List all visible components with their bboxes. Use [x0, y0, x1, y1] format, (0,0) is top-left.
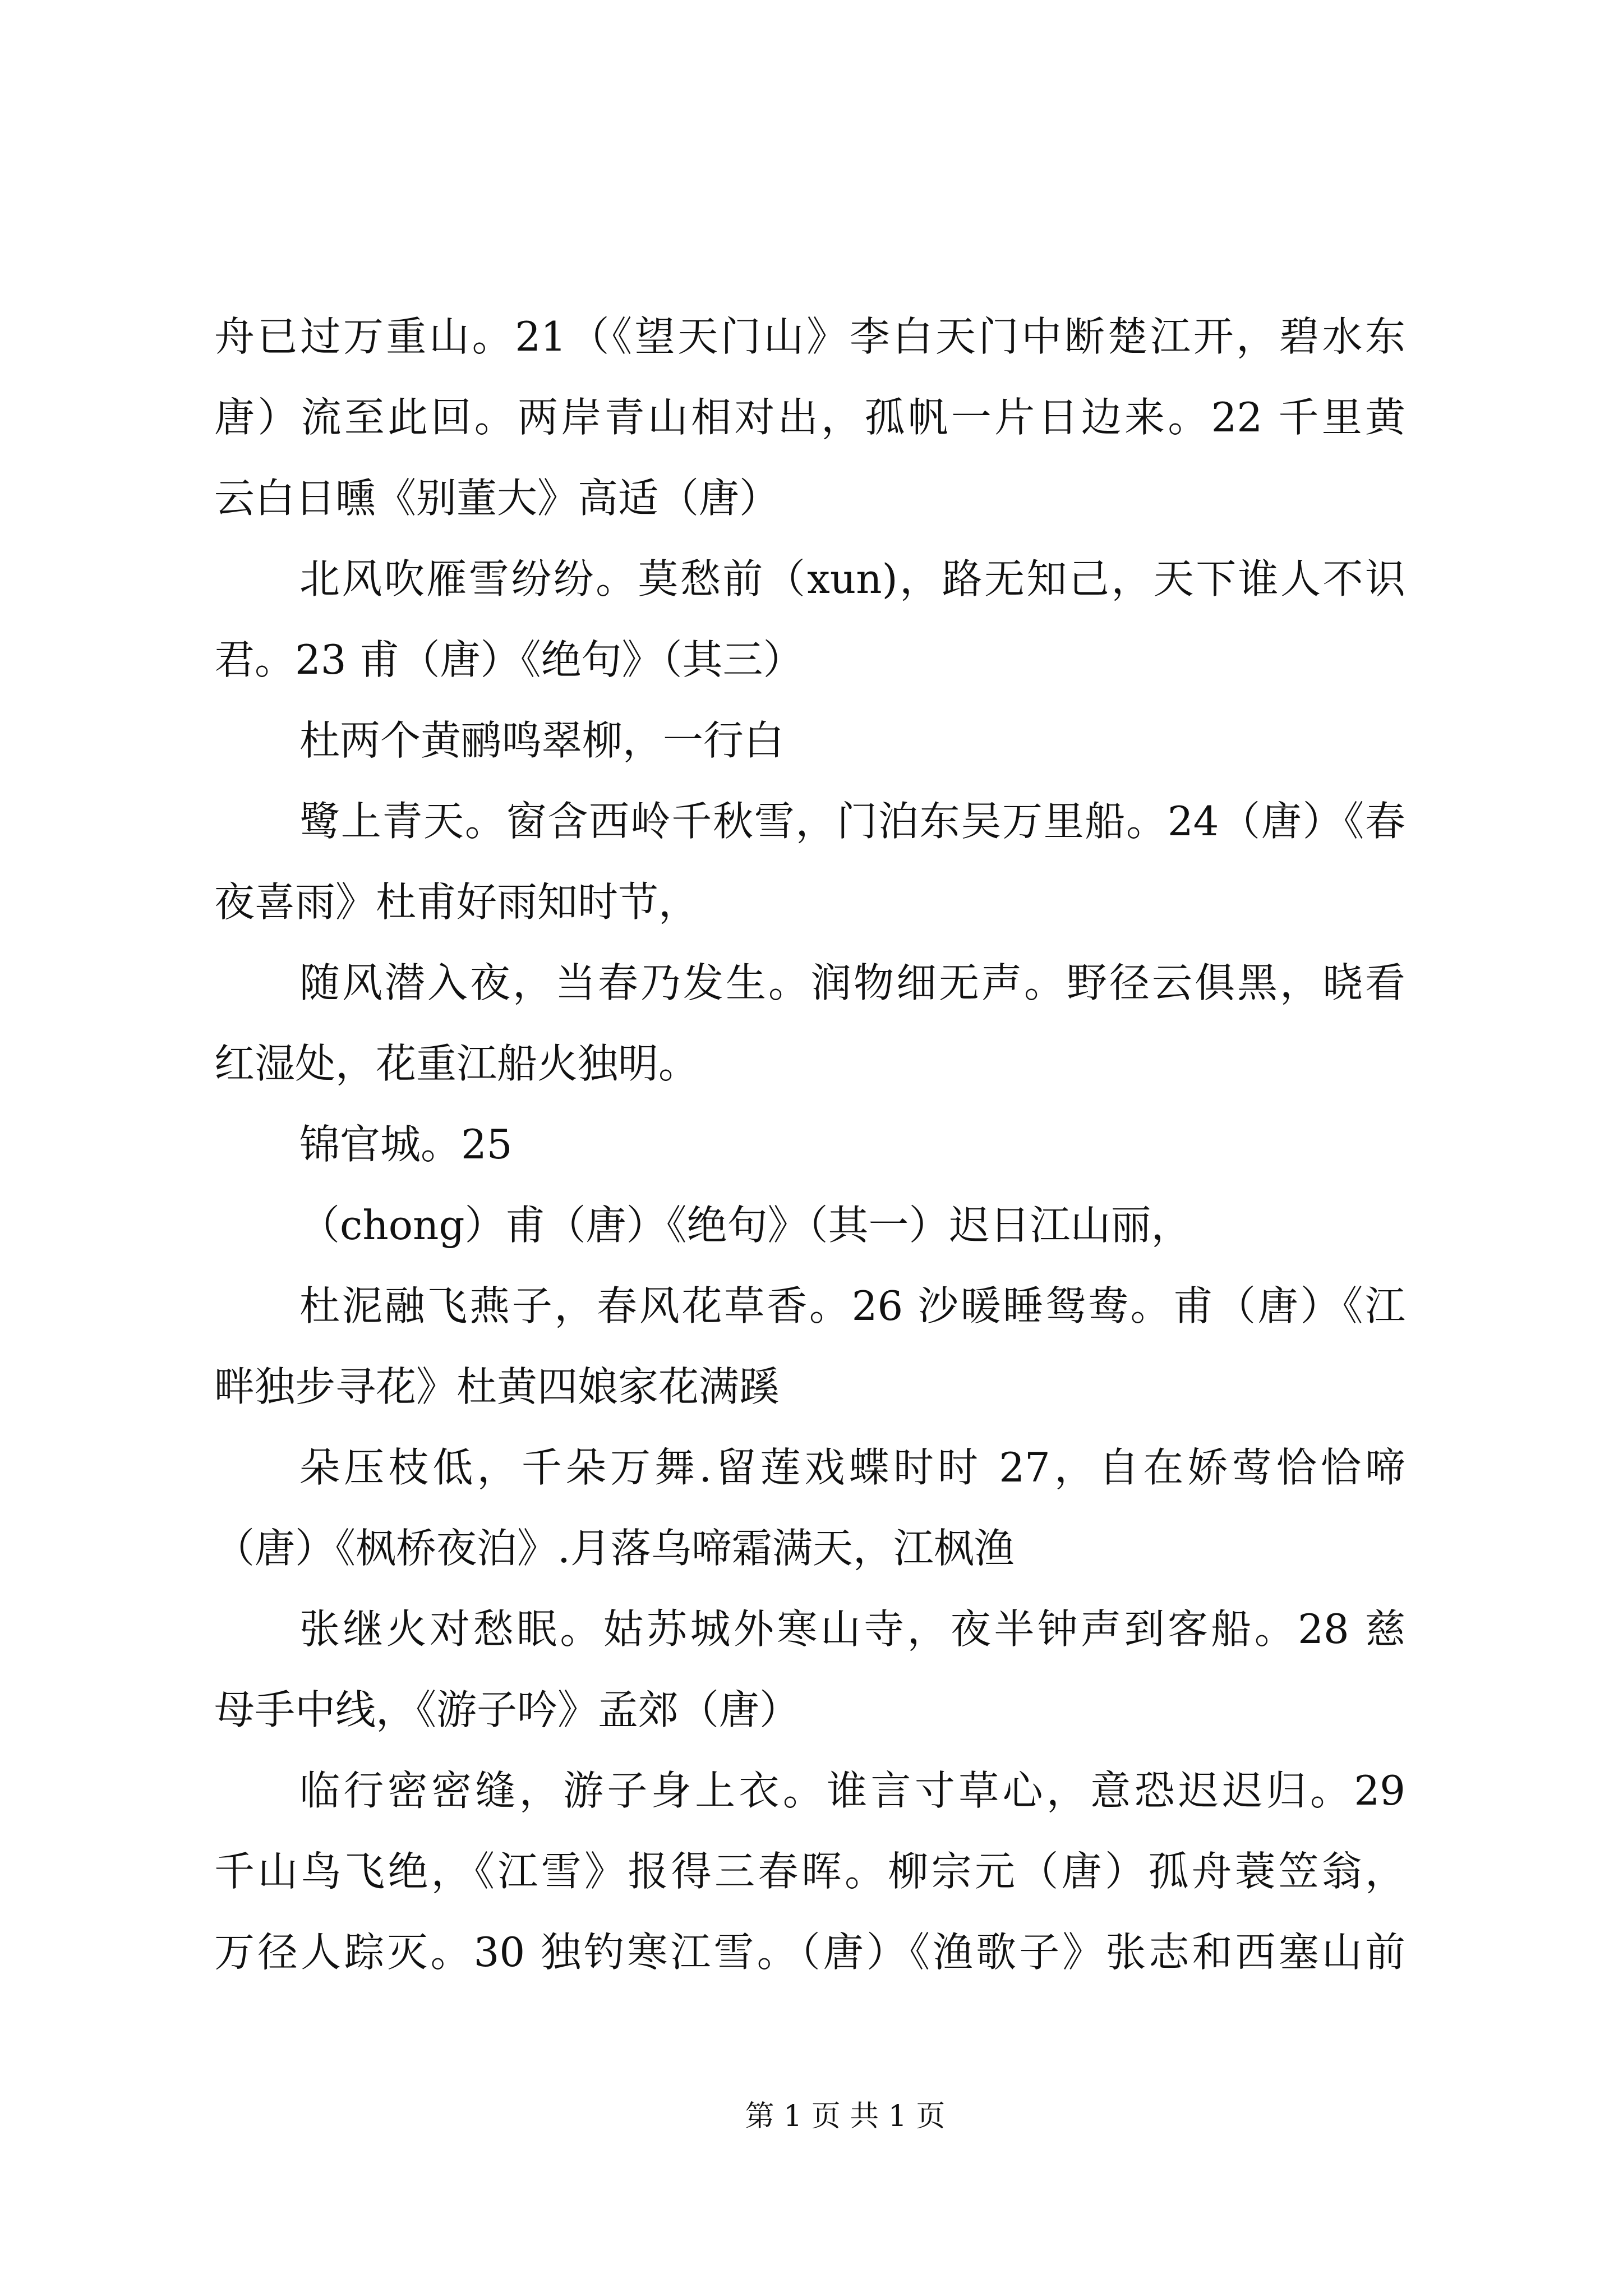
text-line: 万径人踪灭。30 独钓寒江雪。（唐）《渔歌子》张志和西塞山前: [214, 1929, 1405, 1976]
text-line: 临行密密缝，游子身上衣。谁言寸草心，意恐迟迟归。29: [299, 1767, 1405, 1814]
paragraph: [214, 781, 1405, 942]
text-line: 锦官城。25: [299, 1121, 513, 1168]
paragraph: [214, 1589, 1405, 1750]
text-line: 鹭上青天。窗含西岭千秋雪，门泊东吴万里船。24（唐）《春: [299, 798, 1405, 845]
text-line: 唐）流至此回。两岸青山相对出，孤帆一片日边来。22 千里黄: [214, 394, 1405, 441]
paragraph: [214, 1427, 1405, 1589]
text-line: 张继火对愁眠。姑苏城外寒山寺，夜半钟声到客船。28 慈: [299, 1605, 1405, 1653]
text-line: 朵压枝低，千朵万舞.留莲戏蝶时时 27，自在娇莺恰恰啼: [299, 1444, 1405, 1491]
paragraph: [214, 1104, 1405, 1185]
text-line: 舟已过万重山。21（《望天门山》李白天门中断楚江开，碧水东: [214, 313, 1405, 360]
paragraph: [214, 296, 1405, 539]
document-body: [214, 296, 1405, 1993]
paragraph: [214, 1266, 1405, 1427]
paragraph: [214, 1750, 1405, 1993]
text-line: 千山鸟飞绝，《江雪》报得三春晖。柳宗元（唐）孤舟蓑笠翁，: [214, 1848, 1405, 1895]
page-number-label: 第 1 页 共 1 页: [745, 2100, 946, 2133]
text-line: 杜两个黄鹂鸣翠柳，一行白: [299, 717, 785, 764]
page-footer: [744, 2097, 946, 2136]
paragraph: [214, 700, 1405, 781]
text-line: 母手中线，《游子吟》孟郊（唐）: [214, 1686, 800, 1733]
text-line: 云白日曛《别董大》高适（唐）: [214, 475, 780, 522]
text-line: 随风潜入夜，当春乃发生。润物细无声。野径云俱黑，晓看: [299, 959, 1405, 1006]
text-line: （唐）《枫桥夜泊》.月落乌啼霜满天，江枫渔: [214, 1525, 1015, 1572]
text-line: 红湿处，花重江船火独明。: [214, 1040, 699, 1087]
text-line: （chong）甫（唐）《绝句》（其一）迟日江山丽，: [299, 1202, 1192, 1249]
text-line: 北风吹雁雪纷纷。莫愁前（xun)，路无知己，天下谁人不识: [299, 555, 1405, 602]
paragraph: [214, 1185, 1405, 1266]
text-line: 君。23 甫（唐）《绝句》（其三）: [214, 636, 804, 683]
paragraph: [214, 942, 1405, 1104]
text-line: 杜泥融飞燕子，春风花草香。26 沙暖睡鸳鸯。甫（唐）《江: [299, 1282, 1405, 1329]
text-line: 畔独步寻花》杜黄四娘家花满蹊: [214, 1363, 780, 1410]
paragraph: [214, 539, 1405, 700]
text-line: 夜喜雨》杜甫好雨知时节，: [214, 878, 699, 926]
